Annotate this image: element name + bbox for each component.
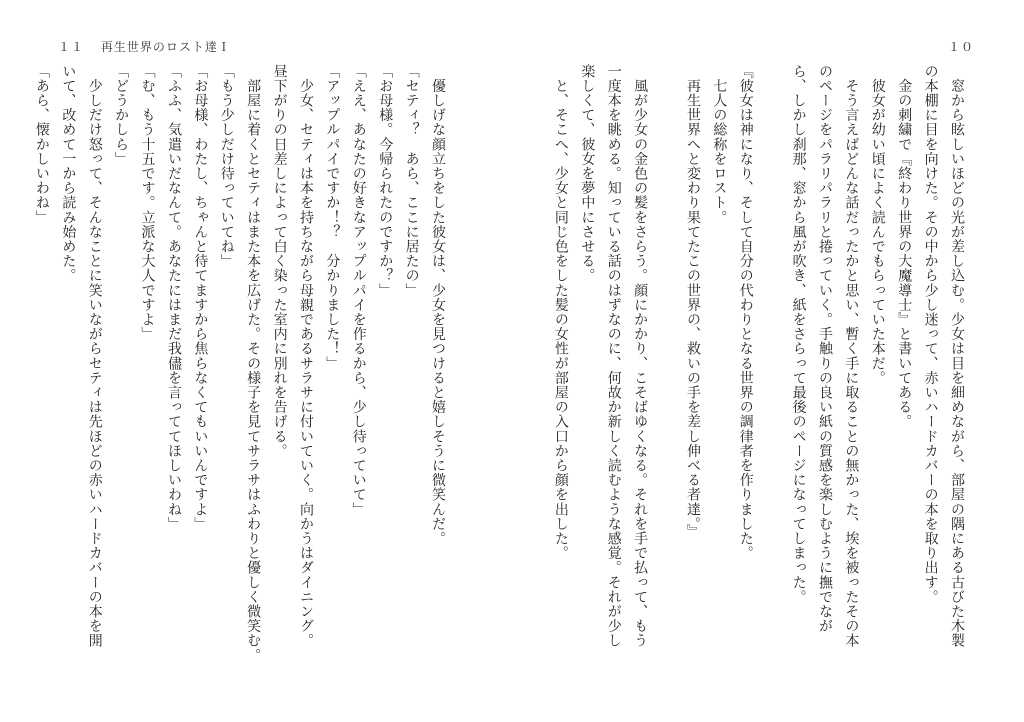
text-line: 少しだけ怒って、そんなことに笑いながらセティは先ほどの赤いハードカバーの本を開 bbox=[86, 64, 103, 648]
text-line: 「む、もう十五です。立派な大人ですよ」 bbox=[139, 64, 156, 342]
left-page-header bbox=[58, 38, 231, 55]
text-line: 「もう少しだけ待っていてね」 bbox=[218, 64, 235, 269]
blank-line bbox=[653, 64, 679, 684]
text-line: 一度本を眺める。知っている話のはずなのに、何故か新しく読むような感覚。それが少し bbox=[605, 64, 622, 648]
text-line: 「お母様、わたし、ちゃんと待てますから焦らなくてもいいんですよ」 bbox=[192, 64, 209, 532]
text-line: 七人の総称をロスト。 bbox=[711, 64, 728, 225]
text-line: のページをパラリパラリと捲っていく。手触りの良い紙の質感を楽しむように撫でなが bbox=[816, 64, 833, 634]
text-line: 彼女が幼い頃によく読んでもらっていた本だ。 bbox=[869, 64, 886, 386]
text-line: 「どうかしら」 bbox=[113, 64, 130, 167]
text-line: 「セティ？ あら、ここに居たの」 bbox=[403, 64, 420, 298]
text-line: 「ふふ、気遣いだなんて。あなたにはまだ我儘を言っててほしいわね」 bbox=[165, 64, 182, 532]
text-line: 「ええ、あなたの好きなアップルパイを作るから、少し待っていて」 bbox=[350, 64, 367, 517]
text-line: 楽しくて、彼女を夢中にさせる。 bbox=[579, 64, 596, 283]
text-line: 『彼女は神になり、そして自分の代わりとなる世界の調律者を作りました。 bbox=[737, 64, 754, 561]
blank-line bbox=[759, 64, 785, 684]
text-line: 風が少女の金色の髪をさらう。顔にかかり、こそばゆくなる。それを手で払って、もう bbox=[632, 64, 649, 648]
text-line: 少女、セティは本を持ちながら母親であるサラサに付いていく。向かうはダイニング。 bbox=[297, 64, 314, 648]
text-line: ら、しかし刹那、窓から風が吹き、紙をさらって最後のページになってしまった。 bbox=[790, 64, 807, 605]
text-line: 「あら、懐かしいわね」 bbox=[33, 64, 50, 225]
text-line: そう言えばどんな話だったかと思い、暫く手に取ることの無かった、埃を被ったその本 bbox=[843, 64, 860, 648]
left-page-number: １１ bbox=[58, 40, 85, 54]
book-title: 再生世界のロスト達Ｉ bbox=[100, 40, 231, 54]
text-line: 部屋に着くとセティはまた本を広げた。その様子を見てサラサはふわりと優しく微笑む。 bbox=[245, 64, 262, 663]
text-line: いて、改めて一から読み始めた。 bbox=[60, 64, 77, 283]
text-line: の本棚に目を向けた。その中から少し迷って、赤いハードカバーの本を取り出す。 bbox=[922, 64, 939, 605]
text-line: 窓から眩しいほどの光が差し込む。少女は目を細めながら、部屋の隅にある古びた木製 bbox=[949, 64, 965, 648]
right-page-body bbox=[552, 64, 970, 684]
right-page-number: １０ bbox=[947, 40, 974, 54]
text-line: 昼下がりの日差しによって白く染った室内に別れを告げる。 bbox=[271, 64, 288, 459]
text-line: 金の刺繍で『終わり世界の大魔導士』と書いてある。 bbox=[896, 64, 913, 429]
text-line: 「お母様。今帰られたのですか？」 bbox=[377, 64, 394, 298]
text-line: 優しげな顔立ちをした彼女は、少女を見つけると嬉しそうに微笑んだ。 bbox=[430, 64, 446, 546]
text-line: 「アップルパイですか！？ 分かりました！」 bbox=[324, 64, 341, 371]
right-page-header bbox=[948, 38, 974, 55]
left-page-body bbox=[33, 64, 451, 684]
text-line: と、そこへ、少女と同じ色をした髪の女性が部屋の入口から顔を出した。 bbox=[552, 64, 569, 561]
text-line: 再生世界へと変わり果てたこの世界の、救いの手を差し伸べる者達。』 bbox=[684, 64, 701, 539]
